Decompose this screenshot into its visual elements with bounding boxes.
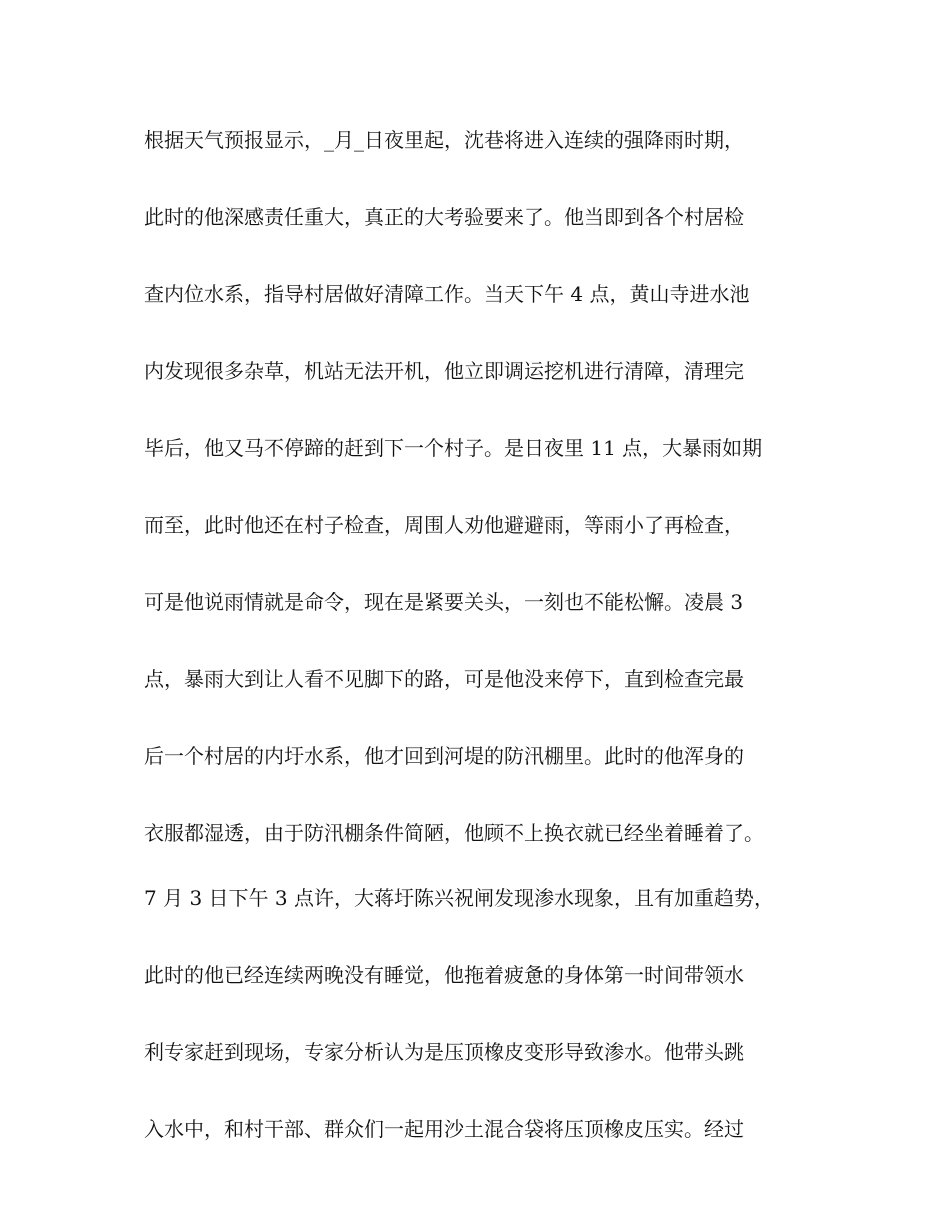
- text-line-5: 毕后，他又马不停蹄的赶到下一个村子。是日夜里 11 点，大暴雨如期: [144, 436, 763, 460]
- text-line-13: 利专家赶到现场，专家分析认为是压顶橡皮变形导致渗水。他带头跳: [144, 1040, 744, 1064]
- text-line-6: 而至，此时他还在村子检查，周围人劝他避避雨，等雨小了再检查，: [144, 513, 744, 537]
- text-line-2: 此时的他深感责任重大，真正的大考验要来了。他当即到各个村居检: [144, 205, 744, 229]
- body-text: [144, 128, 824, 1194]
- text-line-12: 此时的他已经连续两晚没有睡觉，他拖着疲惫的身体第一时间带领水: [144, 963, 744, 987]
- text-line-1: 根据天气预报显示，_月_日夜里起，沈巷将进入连续的强降雨时期，: [144, 128, 744, 152]
- text-line-11: 7 月 3 日下午 3 点许，大蒋圩陈兴祝闸发现渗水现象，且有加重趋势，: [144, 886, 774, 910]
- text-line-3: 查内位水系，指导村居做好清障工作。当天下午 4 点，黄山寺进水池: [144, 282, 750, 306]
- text-line-9: 后一个村居的内圩水系，他才回到河堤的防汛棚里。此时的他浑身的: [144, 744, 744, 768]
- text-line-8: 点，暴雨大到让人看不见脚下的路，可是他没来停下，直到检查完最: [144, 667, 744, 691]
- text-line-7: 可是他说雨情就是命令，现在是紧要关头，一刻也不能松懈。凌晨 3: [144, 590, 744, 614]
- text-line-14: 入水中，和村干部、群众们一起用沙土混合袋将压顶橡皮压实。经过: [144, 1117, 744, 1141]
- text-line-10: 衣服都湿透，由于防汛棚条件简陋，他顾不上换衣就已经坐着睡着了。: [144, 821, 764, 845]
- text-line-4: 内发现很多杂草，机站无法开机，他立即调运挖机进行清障，清理完: [144, 359, 744, 383]
